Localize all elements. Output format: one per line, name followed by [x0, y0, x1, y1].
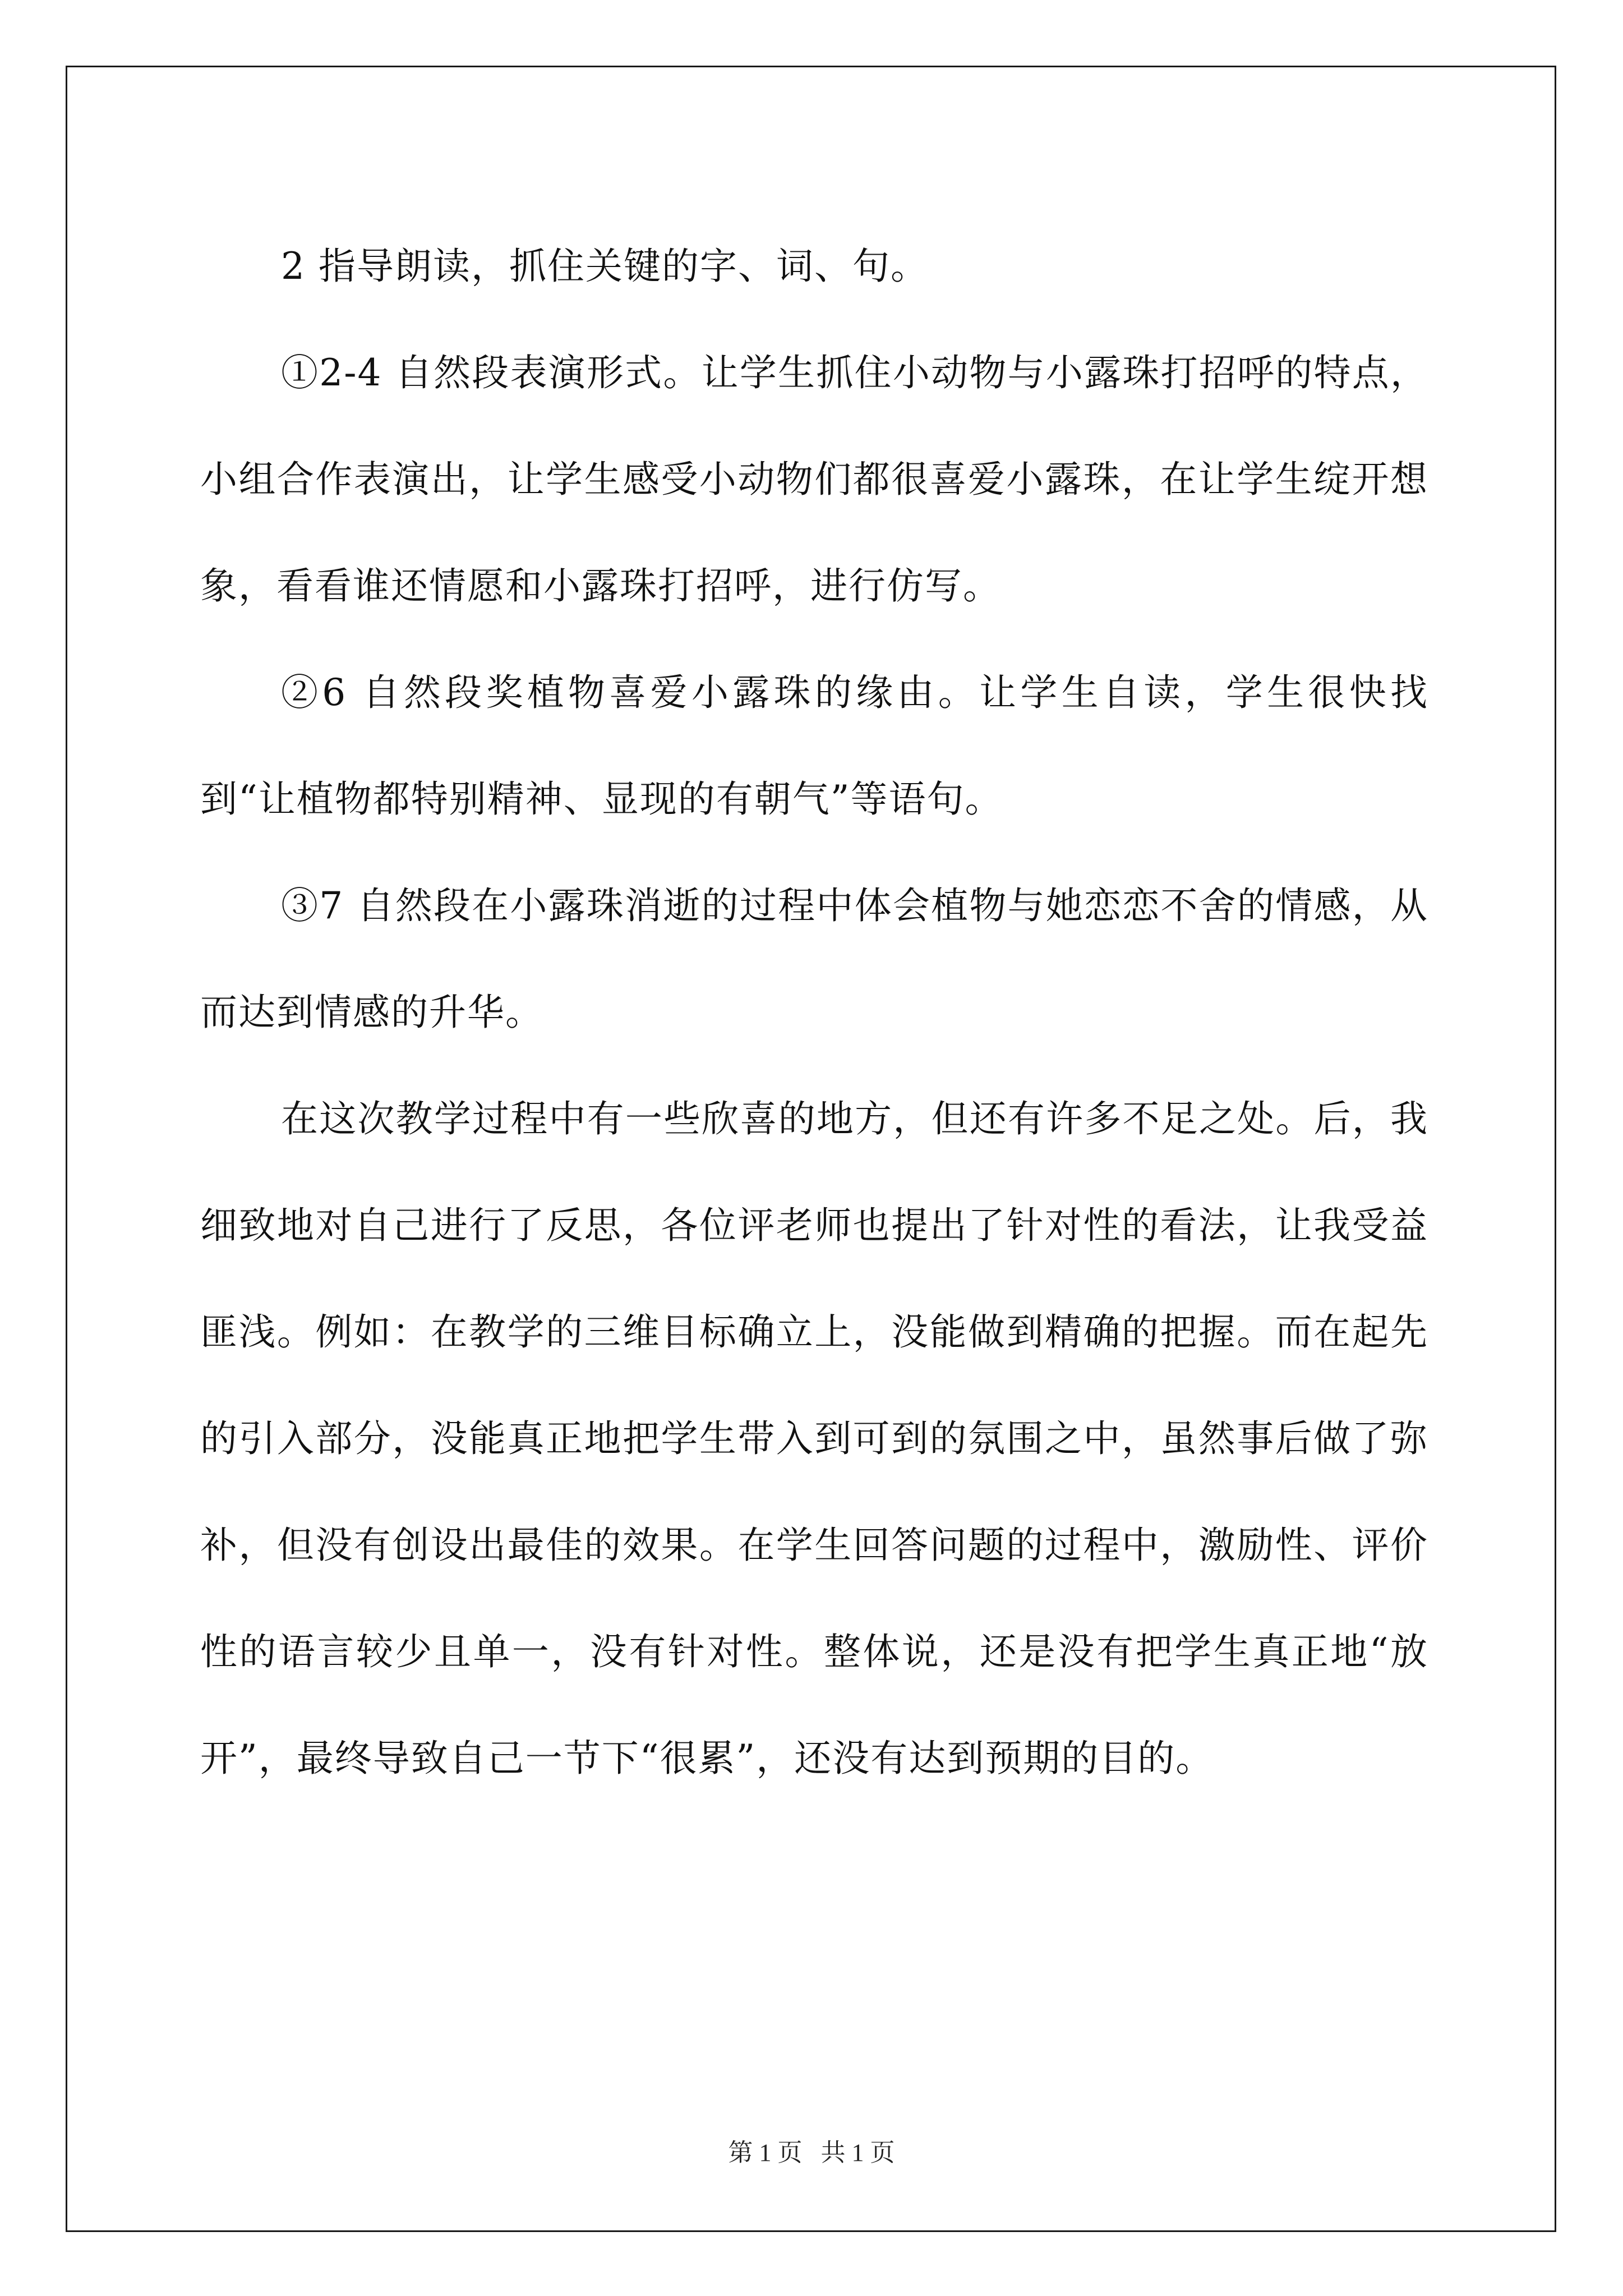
- page-footer: [0, 2136, 1623, 2170]
- paragraph: ③7 自然段在小露珠消逝的过程中体会植物与她恋恋不舍的情感，从而达到情感的升华。: [200, 884, 1428, 1034]
- paragraph: ②6 自然段奖植物喜爱小露珠的缘由。让学生自读，学生很快找到“让植物都特别精神、显现的有朝气”等语句。: [200, 671, 1428, 821]
- page-number: 第 1 页: [728, 2139, 803, 2166]
- paragraph: ①2-4 自然段表演形式。让学生抓住小动物与小露珠打招呼的特点，小组合作表演出，让学生感受小动物们都很喜爱小露珠，在让学生绽开想象，看看谁还情愿和小露珠打招呼，进行仿写。: [200, 351, 1428, 608]
- document-body: [200, 213, 1428, 1812]
- paragraph: 2 指导朗读，抓住关键的字、词、句。: [281, 245, 929, 288]
- paragraph: 在这次教学过程中有一些欣喜的地方，但还有许多不足之处。后，我细致地对自己进行了反思，各位评老师也提出了针对性的看法，让我受益匪浅。例如：在教学的三维目标确立上，没能做到精确的把握。而在起先的引入部分，没能真正地把学生带入到可到的氛围之中，虽然事后做了弥补，但没有创设出最佳的效果。在学生回答问题的过程中，激励性、评价性的语言较少且单一，没有针对性。整体说，还是没有把学生真正地“放开”，最终导致自己一节下“很累”，还没有达到预期的目的。: [200, 1097, 1428, 1780]
- page-total: 共 1 页: [820, 2139, 895, 2166]
